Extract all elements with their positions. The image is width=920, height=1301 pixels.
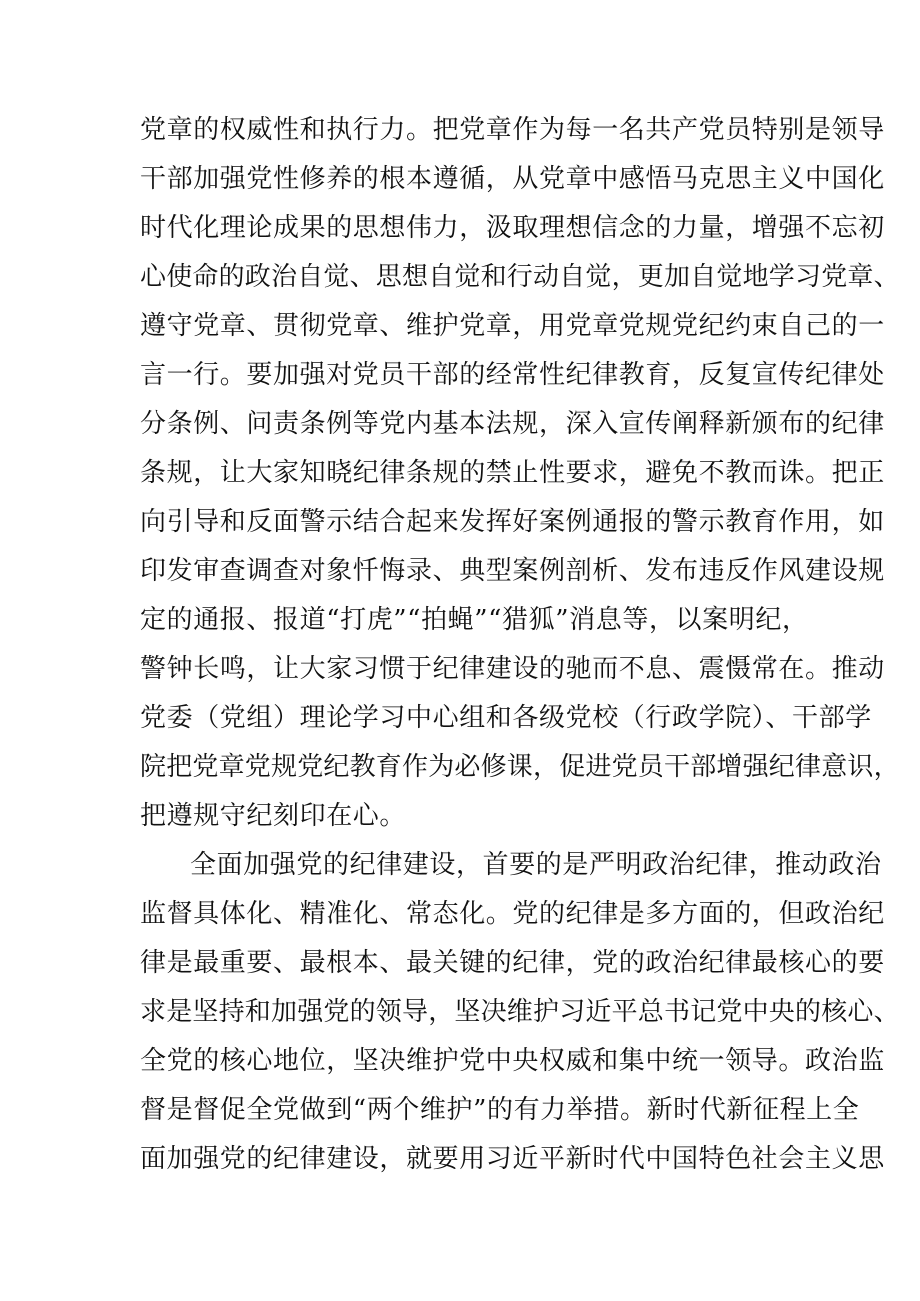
paragraph-1-line-10: 印发审查调查对象忏悔录、典型案例剖析、发布违反作风建设规 — [140, 556, 885, 586]
paragraph-2-line-2: 监督具体化、精准化、常态化。党的纪律是多方面的，但政治纪 — [140, 899, 885, 929]
paragraph-1-line-9: 向引导和反面警示结合起来发挥好案例通报的警示教育作用，如 — [140, 507, 885, 537]
paragraph-1-line-6: 言一行。要加强对党员干部的经常性纪律教育，反复宣传纪律处 — [140, 360, 885, 390]
paragraph-1-line-2: 干部加强党性修养的根本遵循，从党章中感悟马克思主义中国化 — [140, 164, 885, 194]
paragraph-2-line-7: 面加强党的纪律建设，就要用习近平新时代中国特色社会主义思 — [140, 1144, 885, 1174]
paragraph-1-line-13: 党委（党组）理论学习中心组和各级党校（行政学院）、干部学 — [140, 703, 872, 733]
paragraph-1-line-5: 遵守党章、贯彻党章、维护党章，用党章党规党纪约束自己的一 — [140, 311, 885, 341]
paragraph-1-line-3: 时代化理论成果的思想伟力，汲取理想信念的力量，增强不忘初 — [140, 213, 885, 243]
paragraph-2-line-5: 全党的核心地位，坚决维护党中央权威和集中统一领导。政治监 — [140, 1046, 885, 1076]
paragraph-1-line-15: 把遵规守纪刻印在心。 — [140, 801, 407, 831]
paragraph-1-line-8: 条规，让大家知晓纪律条规的禁止性要求，避免不教而诛。把正 — [140, 458, 885, 488]
paragraph-1-line-1: 党章的权威性和执行力。把党章作为每一名共产党员特别是领导 — [140, 115, 885, 145]
paragraph-2-line-6: 督是督促全党做到“两个维护”的有力举措。新时代新征程上全 — [140, 1095, 860, 1125]
paragraph-2-line-4: 求是坚持和加强党的领导，坚决维护习近平总书记党中央的核心、 — [140, 997, 900, 1027]
paragraph-1-line-12: 警钟长鸣，让大家习惯于纪律建设的驰而不息、震慑常在。推动 — [140, 654, 885, 684]
paragraph-1-line-14: 院把党章党规党纪教育作为必修课，促进党员干部增强纪律意识， — [140, 752, 900, 782]
paragraph-1-line-11: 定的通报、报道“打虎”“拍蝇”“猎狐”消息等，以案明纪， — [140, 605, 809, 635]
paragraph-2-line-1: 全面加强党的纪律建设，首要的是严明政治纪律，推动政治 — [190, 850, 882, 880]
paragraph-2-line-3: 律是最重要、最根本、最关键的纪律，党的政治纪律最核心的要 — [140, 948, 885, 978]
paragraph-1-line-4: 心使命的政治自觉、思想自觉和行动自觉，更加自觉地学习党章、 — [140, 262, 900, 292]
paragraph-1-line-7: 分条例、问责条例等党内基本法规，深入宣传阐释新颁布的纪律 — [140, 409, 885, 439]
